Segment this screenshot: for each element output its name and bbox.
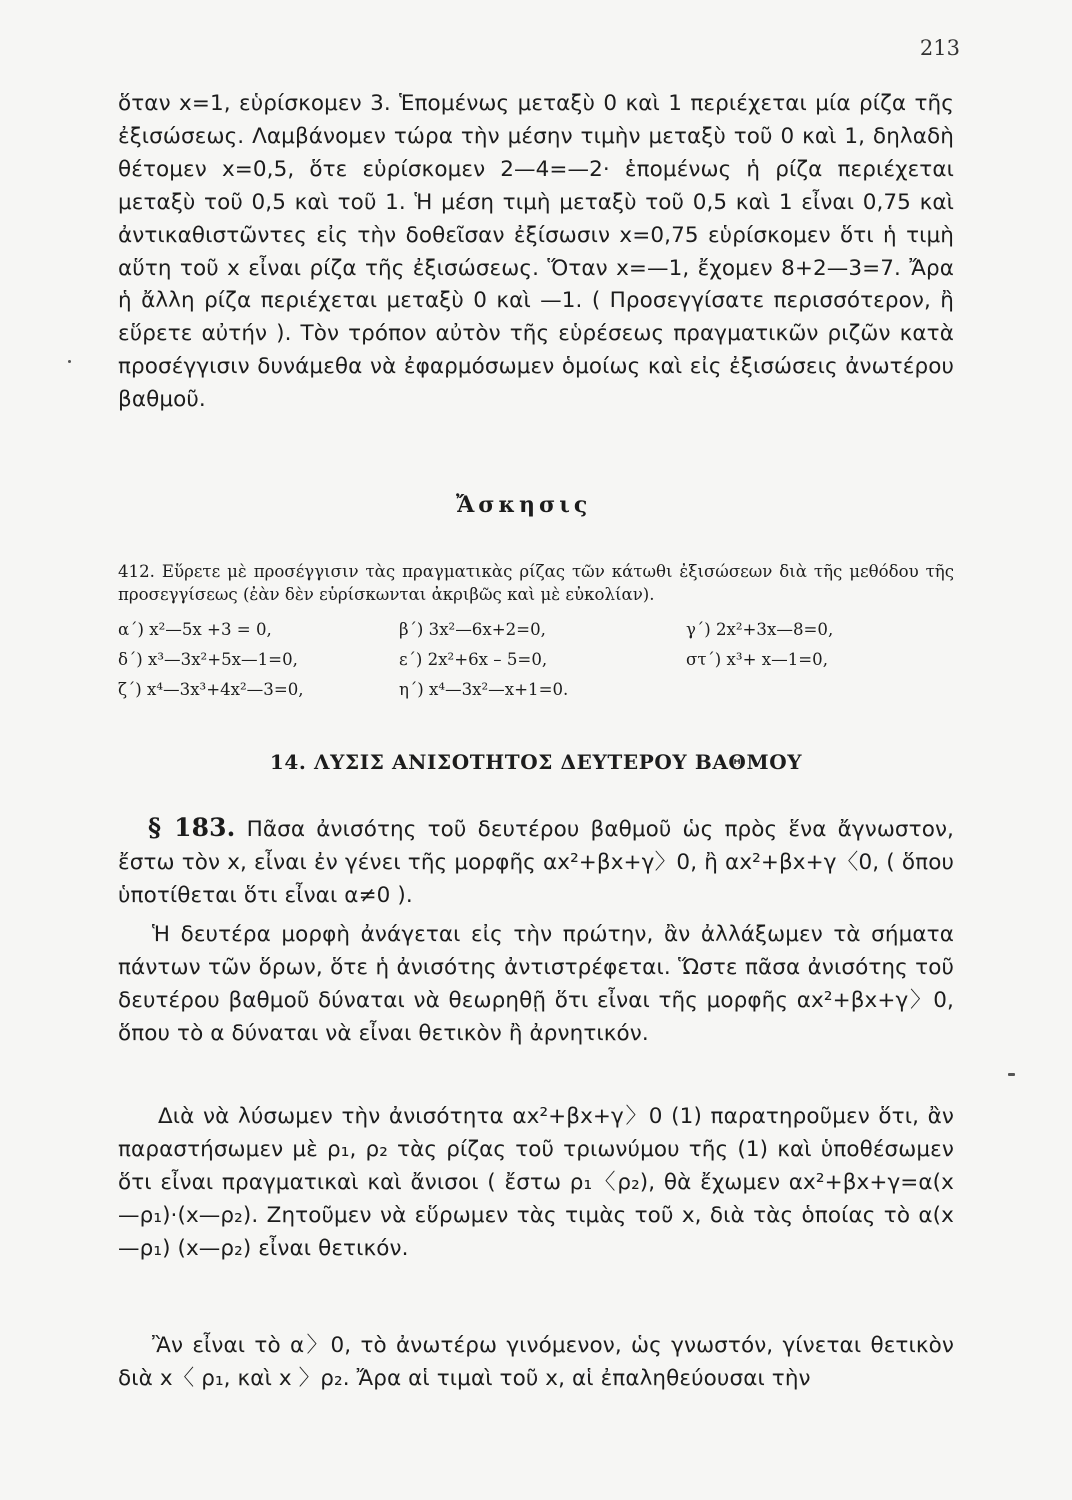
print-speck [68,360,71,363]
equation: η΄) x⁴—3x²—x+1=0. [399,680,569,699]
exercise-heading: Ἄσκησις [456,492,592,518]
equation-row [118,620,954,646]
equation: γ΄) 2x²+3x—8=0, [686,620,834,639]
section-183-paragraph [118,812,954,913]
equation: στ΄) x³+ x—1=0, [686,650,828,669]
print-speck [1008,1073,1015,1076]
equation: β΄) 3x²—6x+2=0, [399,620,546,639]
section-number: § 183. [148,813,236,842]
equation: ε΄) 2x²+6x – 5=0, [399,650,548,669]
exercise-text: 412. Εὕρετε μὲ προσέγγισιν τὰς πραγματικὰς ρίζας τῶν κάτωθι ἐξισώσεων διὰ τῆς μεθόδου τῆς προσεγγίσεως (ἐὰν δὲν εὑρίσκωνται ἀκριβῶς καὶ μὲ εὐκολίαν). [118,562,954,604]
equation-row [118,650,954,676]
section-title: 14. ΛΥΣΙΣ ΑΝΙΣΟΤΗΤΟΣ ΔΕΥΤΕΡΟΥ ΒΑΘΜΟΥ [269,750,803,774]
paragraph-solution: Διὰ νὰ λύσωμεν τὴν ἀνισότητα αx²+βx+γ〉0 (1) παρατηροῦμεν ὅτι, ἂν παραστήσωμεν μὲ ρ₁, ρ₂ τὰς ρίζας τοῦ τριωνύμου τῆς (1) καὶ ὑποθέσωμεν ὅτι εἶναι πραγματικαὶ καὶ ἄνισοι ( ἔστω ρ₁〈ρ₂), θὰ ἔχωμεν αx²+βx+γ=α(x—ρ₁)·(x—ρ₂). Ζητοῦμεν νὰ εὕρωμεν τὰς τιμὰς τοῦ x, διὰ τὰς ὁποίας τὸ α(x—ρ₁) (x—ρ₂) εἶναι θετικόν. [118,1104,954,1261]
paragraph-second-form: Ἡ δευτέρα μορφὴ ἀνάγεται εἰς τὴν πρώτην, ἂν ἀλλάξωμεν τὰ σήματα πάντων τῶν ὅρων, ὅτε ἡ ἀνισότης ἀντιστρέφεται. Ὥστε πᾶσα ἀνισότης τοῦ δευτέρου βαθμοῦ δύναται νὰ θεωρηθῇ ὅτι εἶναι τῆς μορφῆς αx²+βx+γ〉0, ὅπου τὸ α δύναται νὰ εἶναι θετικὸν ἢ ἀρνητικόν. [118,922,954,1046]
equation: ζ΄) x⁴—3x³+4x²—3=0, [118,680,304,699]
paragraph-alpha-positive: Ἂν εἶναι τὸ α〉0, τὸ ἀνωτέρω γινόμενον, ὡς γνωστόν, γίνεται θετικὸν διὰ x〈 ρ₁, καὶ x 〉ρ₂. Ἄρα αἱ τιμαὶ τοῦ x, αἱ ἐπαληθεύουσαι τὴν [118,1333,954,1391]
equation-row [118,680,954,706]
page-number: 213 [919,36,960,60]
equation: δ΄) x³—3x²+5x—1=0, [118,650,298,669]
equation: α΄) x²—5x +3 = 0, [118,620,272,639]
section-183-text: Πᾶσα ἀνισότης τοῦ δευτέρου βαθμοῦ ὡς πρὸς ἕνα ἄγνωστον, ἔστω τὸν x, εἶναι ἐν γένει τῆς μορφῆς αx²+βx+γ〉0, ἢ αx²+βx+γ〈0, ( ὅπου ὑποτίθεται ὅτι εἶναι α≠0 ). [118,817,954,908]
intro-paragraph: ὅταν x=1, εὑρίσκομεν 3. Ἑπομένως μεταξὺ 0 καὶ 1 περιέχεται μία ρίζα τῆς ἐξισώσεως. Λαμβάνομεν τώρα τὴν μέσην τιμὴν μεταξὺ τοῦ 0 καὶ 1, δηλαδὴ θέτομεν x=0,5, ὅτε εὑρίσκομεν 2—4=—2· ἑπομένως ἡ ρίζα περιέχεται μεταξὺ τοῦ 0,5 καὶ τοῦ 1. Ἡ μέση τιμὴ μεταξὺ τοῦ 0,5 καὶ 1 εἶναι 0,75 καὶ ἀντικαθιστῶντες εἰς τὴν δοθεῖσαν ἐξίσωσιν x=0,75 εὑρίσκομεν ὅτι ἡ τιμὴ αὕτη τοῦ x εἶναι ρίζα τῆς ἐξισώσεως. Ὅταν x=—1, ἔχομεν 8+2—3=7. Ἄρα ἡ ἄλλη ρίζα περιέχεται μεταξὺ 0 καὶ —1. ( Προσεγγίσατε περισσότερον, ἢ εὕρετε αὐτήν ). Τὸν τρόπον αὐτὸν τῆς εὑρέσεως πραγματικῶν ριζῶν κατὰ προσέγγισιν δυνάμεθα νὰ ἐφαρμόσωμεν ὁμοίως καὶ εἰς ἐξισώσεις ἀνωτέρου βαθμοῦ. [118,91,954,413]
